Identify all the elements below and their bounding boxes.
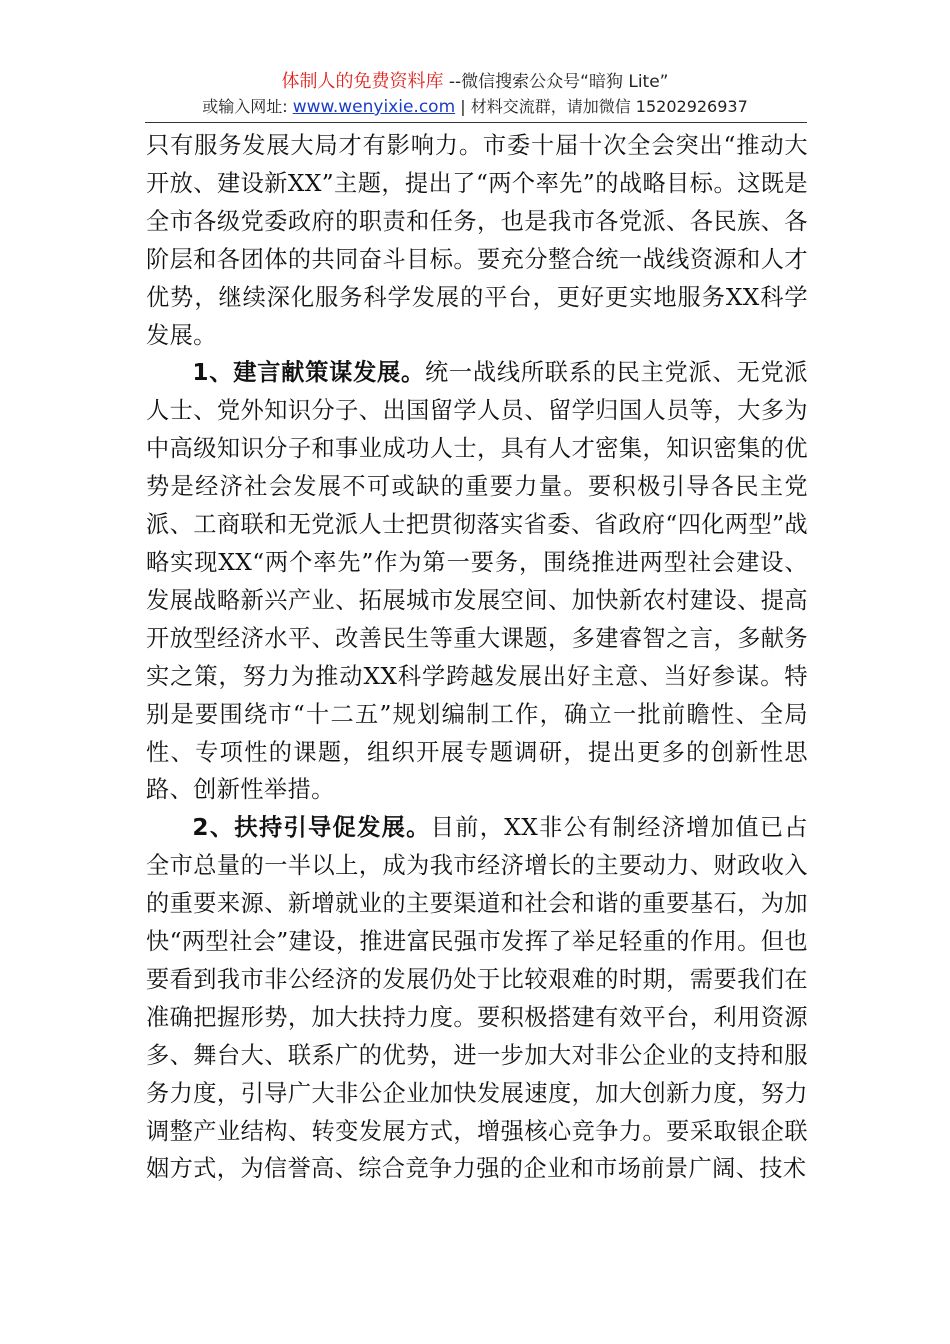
section-2-body: 目前，XX非公有制经济增加值已占全市总量的一半以上，成为我市经济增长的主要动力、财政收入的重要来源、新增就业的主要渠道和社会和谐的重要基石，为加快“两型社会”建设，推进富民强市发挥了举足轻重的作用。但也要看到我市非公经济的发展仍处于比较艰难的时期，需要我们在准确把握形势，加大扶持力度。要积极搭建有效平台，利用资源多、舞台大、联系广的优势，进一步加大对非公企业的支持和服务力度，引导广大非公企业加快发展速度，加大创新力度，努力调整产业结构、转变发展方式，增强核心竞争力。要采取银企联姻方式，为信誉高、综合竞争力强的企业和市场前景广阔、技术	[146, 814, 808, 1183]
section-1-heading: 1、建言献策谋发展。	[192, 359, 425, 387]
header-wechat-note: --微信搜索公众号“暗狗 Lite”	[443, 72, 669, 92]
paragraph-intro: 只有服务发展大局才有影响力。市委十届十次全会突出“推动大开放、建设新XX”主题，提出了“两个率先”的战略目标。这既是全市各级党委政府的职责和任务，也是我市各党派、各民族、各阶层和各团体的共同奋斗目标。要充分整合统一战线资源和人才优势，继续深化服务科学发展的平台，更好更实地服务XX科学发展。	[146, 132, 808, 349]
header-url-prefix: 或输入网址:	[202, 97, 293, 116]
header-divider	[145, 122, 807, 123]
section-1-paragraph	[146, 354, 808, 809]
header-brand: 体制人的免费资料库	[281, 71, 444, 92]
header-contact-line	[0, 95, 950, 119]
header-promo-line	[0, 70, 950, 94]
document-body	[146, 127, 808, 1188]
header-contact-info: | 材料交流群，请加微信 15202926937	[455, 97, 748, 116]
header-website-link[interactable]: www.wenyixie.com	[292, 97, 456, 117]
section-1-body: 统一战线所联系的民主党派、无党派人士、党外知识分子、出国留学人员、留学归国人员等，大多为中高级知识分子和事业成功人士，具有人才密集，知识密集的优势是经济社会发展不可或缺的重要力量。要积极引导各民主党派、工商联和无党派人士把贯彻落实省委、省政府“四化两型”战略实现XX“两个率先”作为第一要务，围绕推进两型社会建设、发展战略新兴产业、拓展城市发展空间、加快新农村建设、提高开放型经济水平、改善民生等重大课题，多建睿智之言，多献务实之策，努力为推动XX科学跨越发展出好主意、当好参谋。特别是要围绕市“十二五”规划编制工作，确立一批前瞻性、全局性、专项性的课题，组织开展专题调研，提出更多的创新性思路、创新性举措。	[146, 359, 808, 804]
document-header	[0, 70, 950, 119]
section-2-paragraph	[146, 809, 808, 1188]
section-2-heading: 2、扶持引导促发展。	[192, 814, 431, 842]
